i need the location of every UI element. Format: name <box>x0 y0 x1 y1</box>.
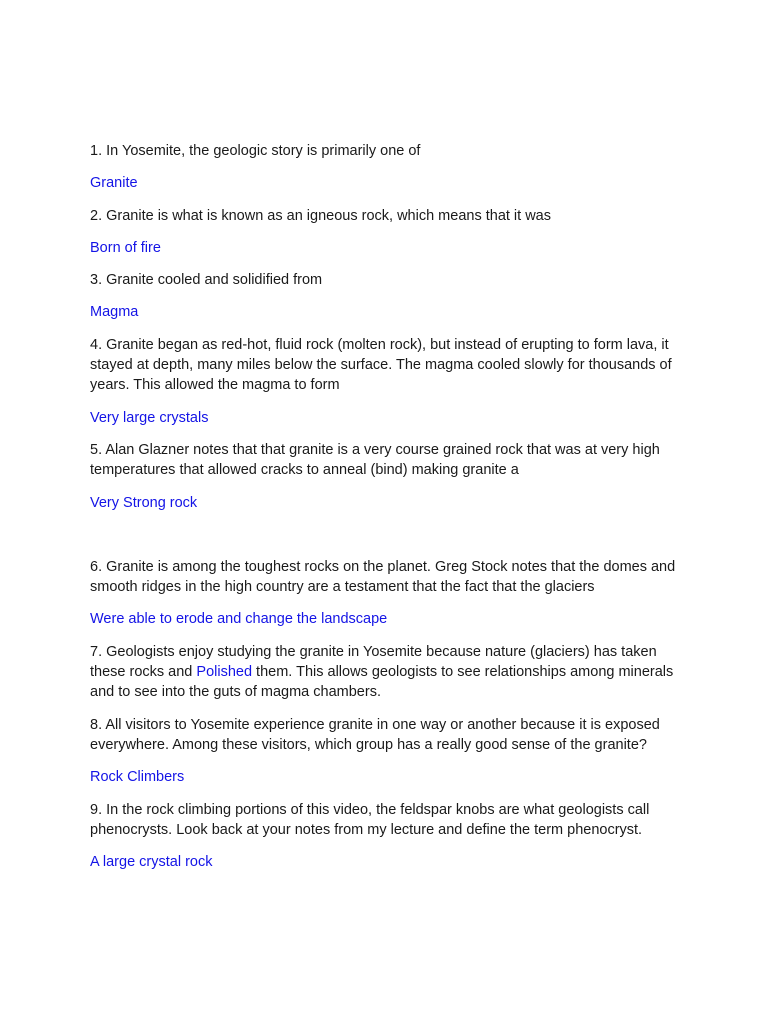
question-7-before: 7. Geologists enjoy studying the granite in Yosemite because nature (glaciers) has taken these rocks and <box>90 643 657 681</box>
question-5: 5. Alan Glazner notes that that granite is a very course grained rock that was at very high temperatures that allowed cracks to anneal (bind) making granite a <box>90 441 660 479</box>
answer-7-inline: Polished <box>196 664 253 681</box>
question-7 <box>90 642 690 703</box>
question-9: 9. In the rock climbing portions of this video, the feldspar knobs are what geologists call phenocrysts. Look back at your notes from my lecture and define the term phenocryst. <box>90 801 650 838</box>
answer-5: Very Strong rock <box>90 494 198 511</box>
answer-2: Born of fire <box>90 239 161 256</box>
question-6: 6. Granite is among the toughest rocks on the planet. Greg Stock notes that the domes and smooth ridges in the high country are a testament that the fact that the glaciers <box>90 558 676 596</box>
answer-4: Very large crystals <box>90 409 209 426</box>
answer-1: Granite <box>90 175 138 192</box>
worksheet <box>90 141 690 872</box>
question-2: 2. Granite is what is known as an igneous rock, which means that it was <box>90 207 551 224</box>
question-7-after: them. This allows geologists to see relationships among minerals and to see into the guts of magma chambers. <box>90 664 674 701</box>
question-1: 1. In Yosemite, the geologic story is primarily one of <box>90 143 421 159</box>
answer-6: Were able to erode and change the landscape <box>90 611 388 628</box>
question-4: 4. Granite began as red-hot, fluid rock (molten rock), but instead of erupting to form lava, it stayed at depth, many miles below the surface. The magma cooled slowly for thousands of years. This allowed the magma to form <box>90 336 672 394</box>
answer-9: A large crystal rock <box>90 854 213 871</box>
question-3: 3. Granite cooled and solidified from <box>90 272 323 289</box>
question-8: 8. All visitors to Yosemite experience granite in one way or another because it is exposed everywhere. Among these visitors, which group has a really good sense of the granite? <box>90 716 660 753</box>
answer-8: Rock Climbers <box>90 769 185 786</box>
answer-3: Magma <box>90 304 139 321</box>
